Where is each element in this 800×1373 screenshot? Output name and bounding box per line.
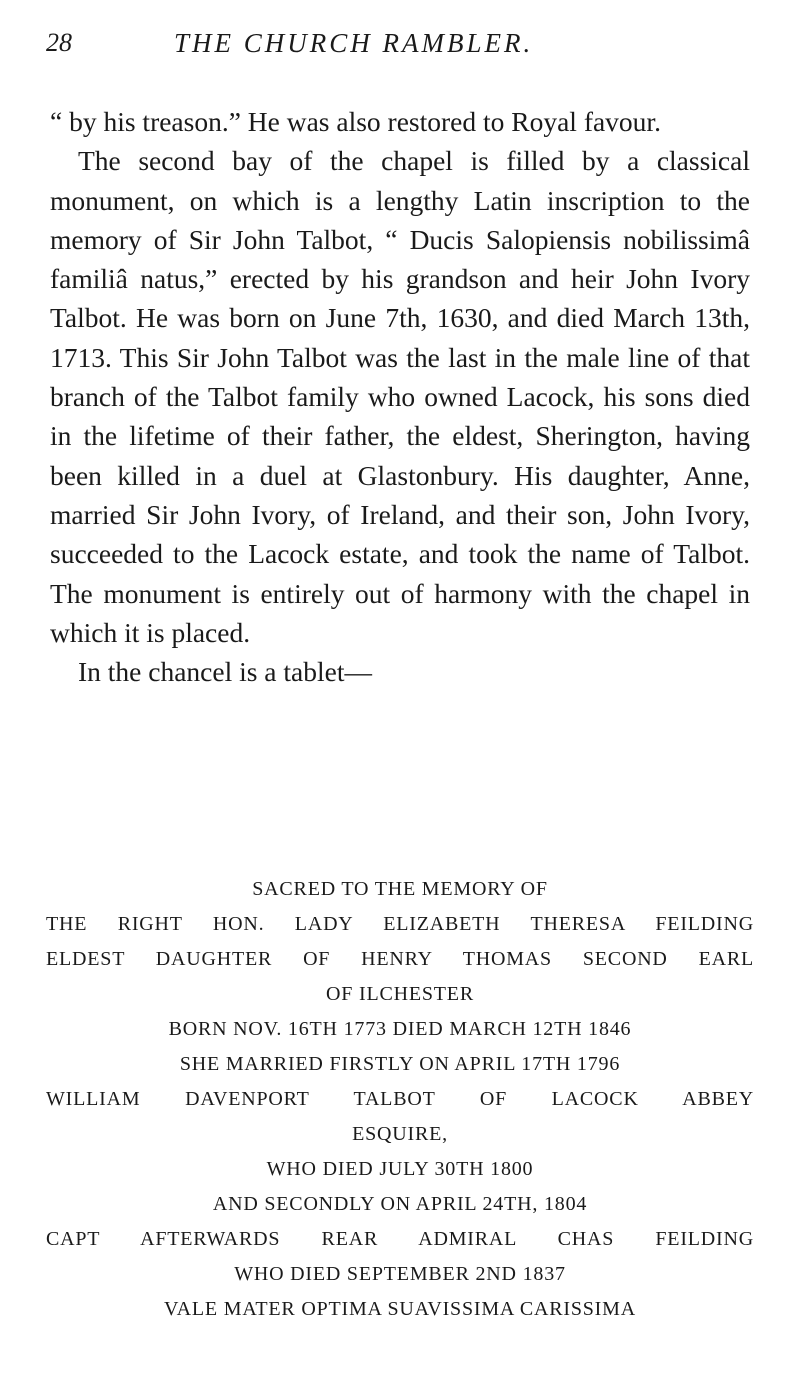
memorial-tablet-inscription — [46, 872, 754, 1327]
inscription-line: CAPT AFTERWARDS REAR ADMIRAL CHAS FEILDING — [46, 1228, 754, 1250]
inscription-line: OF ILCHESTER — [326, 983, 474, 1005]
paragraph: In the chancel is a tablet— — [78, 656, 372, 688]
inscription-line: ESQUIRE, — [352, 1123, 448, 1145]
body-text — [50, 102, 750, 691]
inscription-line: WHO DIED SEPTEMBER 2ND 1837 — [234, 1263, 566, 1285]
inscription-line: SHE MARRIED FIRSTLY ON APRIL 17TH 1796 — [179, 1053, 621, 1075]
inscription-line: WHO DIED JULY 30TH 1800 — [266, 1158, 534, 1180]
inscription-line: AND SECONDLY ON APRIL 24TH, 1804 — [212, 1193, 588, 1215]
inscription-line: ELDEST DAUGHTER OF HENRY THOMAS SECOND EARL — [46, 948, 754, 970]
inscription-line: THE RIGHT HON. LADY ELIZABETH THERESA FEILDING — [46, 913, 754, 935]
paragraph: “ by his treason.” He was also restored to Royal favour. — [50, 106, 661, 137]
page-header — [46, 28, 756, 62]
inscription-line: BORN NOV. 16TH 1773 DIED MARCH 12TH 1846 — [168, 1018, 632, 1040]
inscription-line: WILLIAM DAVENPORT TALBOT OF LACOCK ABBEY — [46, 1088, 754, 1110]
inscription-line: SACRED TO THE MEMORY OF — [252, 878, 548, 900]
inscription-line: VALE MATER OPTIMA SUAVISSIMA CARISSIMA — [164, 1298, 636, 1320]
page-number: 28 — [46, 28, 72, 57]
running-title: THE CHURCH RAMBLER. — [174, 28, 534, 58]
paragraph: The second bay of the chapel is filled by a classical monument, on which is a lengthy Latin inscription to the memory of Sir John Talbot, “ Ducis Salopiensis nobilissimâ familiâ natus,” erected by his grandson and heir John Ivory Talbot. He was born on June 7th, 1630, and died March 13th, 1713. This Sir John Talbot was the last in the male line of that branch of the Talbot family who owned Lacock, his sons died in the lifetime of their father, the eldest, Sherington, having been killed in a duel at Glastonbury. His daughter, Anne, married Sir John Ivory, of Ireland, and their son, John Ivory, succeeded to the Lacock estate, and took the name of Talbot. The monument is entirely out of harmony with the chapel in which it is placed. — [50, 145, 750, 648]
